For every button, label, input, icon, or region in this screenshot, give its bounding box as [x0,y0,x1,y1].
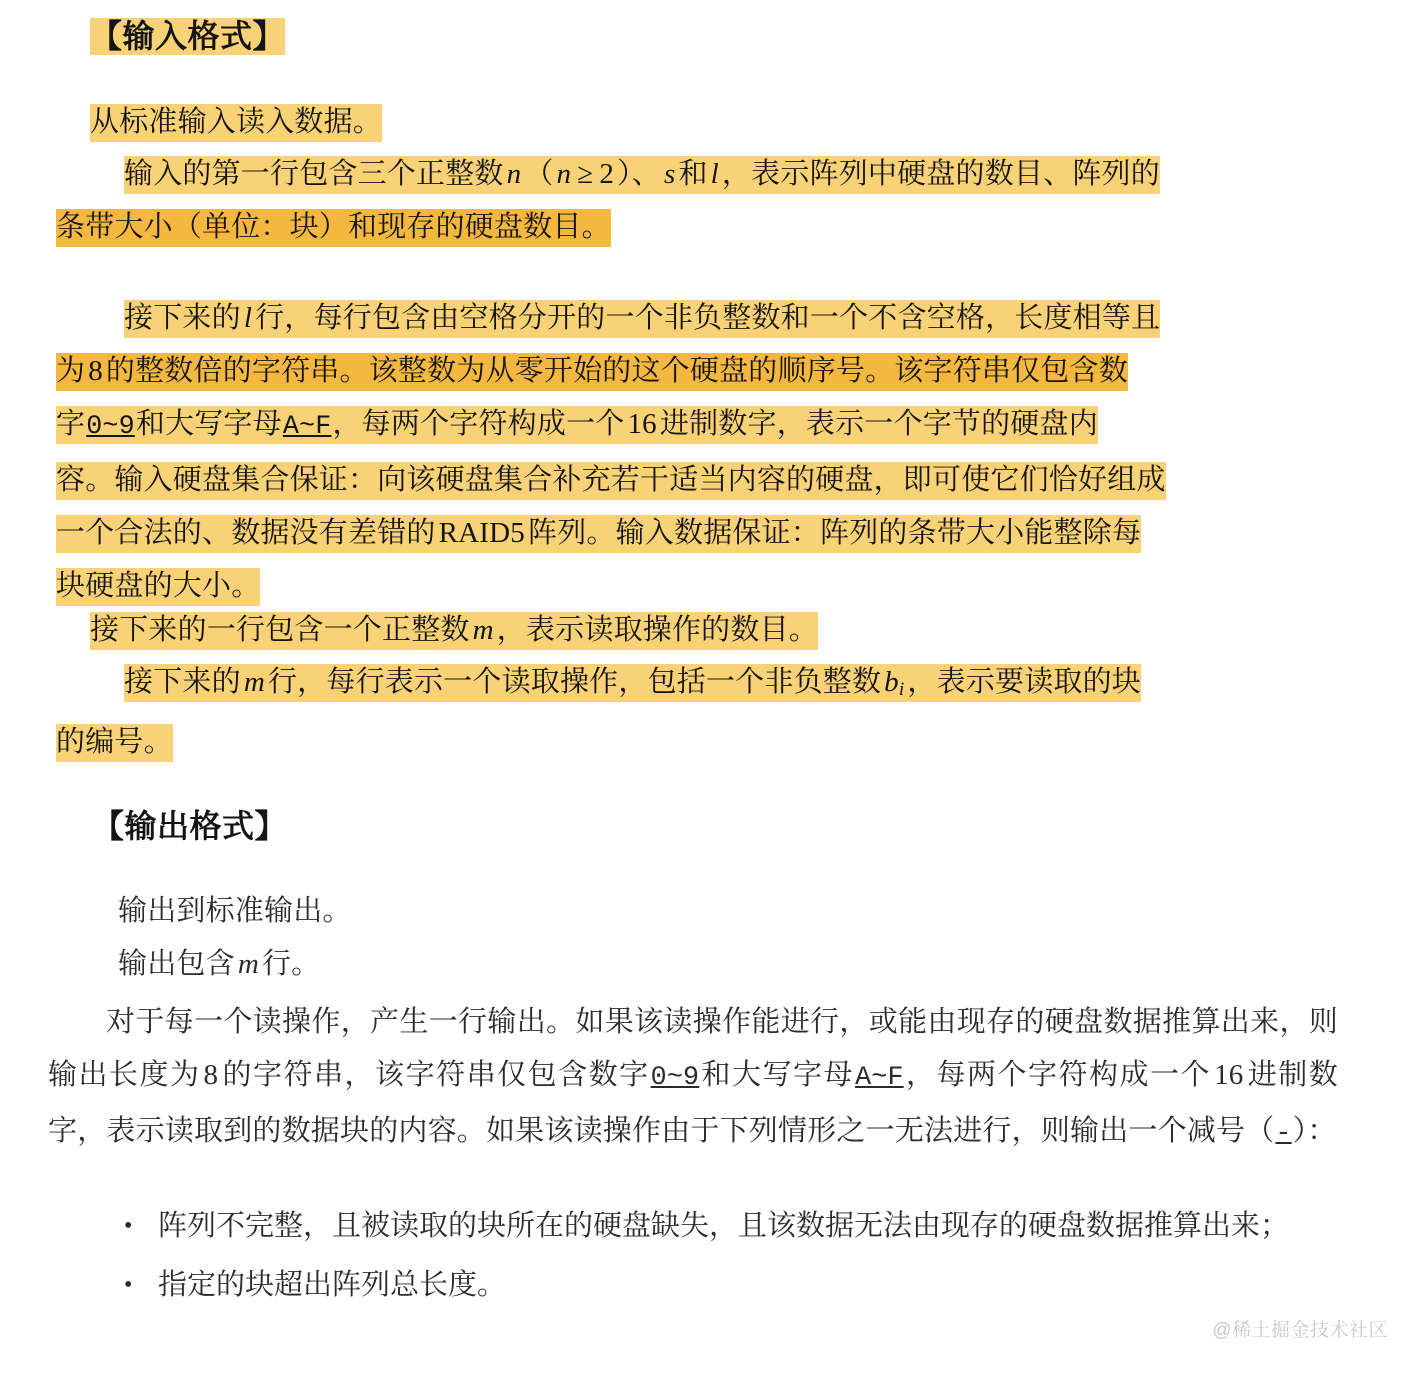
math-var-m: m [243,666,265,698]
term-raid5: RAID5 [438,517,525,549]
input-read-ops-row-1 [124,664,1141,702]
input-disk-lines-row-1 [124,300,1160,338]
list-item-text: 阵列不完整，且被读取的块所在的硬盘缺失，且该数据无法由现存的硬盘数据推算出来； [158,1210,1290,1242]
output-format-heading-container [92,808,287,845]
list-item [118,1200,1333,1253]
text-run: ，每 [904,1059,968,1091]
bullet-icon: • [124,1213,133,1239]
math-num-16: 16 [627,408,657,440]
output-format-heading: 【输出格式】 [92,808,288,844]
text-run: 行，每行表示一个读取操作，包括一个非负整数 [267,666,882,698]
input-first-line-row-2: 条带大小（单位：块）和现存的硬盘数目。 [56,209,611,247]
code-range-digits: 0~9 [86,412,135,442]
input-format-heading: 【输入格式】 [90,18,286,54]
math-var-l: l [710,158,719,190]
code-range-letters: A~F [282,412,332,442]
text-run: ，表示要读取的块 [907,666,1141,698]
text-run: 推算出来，则输出长度为 [48,1006,1339,1091]
math-ge-sign: ≥ [577,158,594,190]
text-run: 字 [56,408,86,440]
input-first-line-paragraph [56,148,1346,254]
text-run: ，表示阵列中硬盘的数目、阵列的 [721,158,1160,190]
list-item [118,1259,1333,1312]
text-run: 输出包含 [118,948,235,980]
input-disk-lines-row-5 [56,515,1141,553]
text-run: 情形之一无法进行，则输出一个减号（ [778,1115,1275,1147]
math-var-b: b [884,666,899,698]
math-var-l: l [243,302,253,334]
math-var-b-sub-i [881,666,907,701]
input-read-stdin-text: 从标准输入读入数据。 [90,104,382,142]
text-run: 和大写字母 [135,408,282,440]
text-run: 和 [678,158,708,190]
input-disk-lines-row-2 [56,353,1128,391]
math-num-8: 8 [88,355,103,387]
code-range-letters: A~F [855,1063,904,1093]
math-var-n: n [506,158,522,190]
input-first-line-row-1 [124,156,1160,194]
text-run: 接下来的 [124,302,241,334]
text-run: ）、 [617,158,661,190]
text-run: 行。 [261,948,321,980]
input-read-ops-row-2: 的编号。 [56,724,173,762]
text-run: ）： [1292,1115,1337,1147]
watermark: @稀土掘金技术社区 [1212,1320,1388,1341]
input-disk-lines-paragraph [56,292,1356,613]
input-disk-lines-row-3 [56,406,1098,444]
math-sub-i: i [898,679,905,701]
text-run: 的字符串，该字符串仅包含数字 [221,1059,650,1091]
input-m-count-paragraph [90,604,1330,657]
input-format-heading-container [90,18,285,55]
output-m-lines-paragraph [118,938,1333,991]
input-disk-lines-row-4: 容。输入硬盘集合保证：向该硬盘集合补充若干适当内容的硬盘，即可使它们恰好组成 [56,462,1166,500]
bullet-icon: • [124,1272,133,1298]
output-description-paragraph [48,996,1338,1161]
text-run: 和大写字母 [700,1059,855,1091]
text-run: 进制数字，表示一个字节的硬盘内 [659,408,1098,440]
text-run: 的整数倍的字符串。该整数为从零开始的这个硬盘的顺序号。该字符串仅包含数 [105,355,1128,387]
text-run: 两个字符构成一个 [967,1059,1212,1091]
text-run: 一个合法的、数据没有差错的 [56,517,436,549]
math-num-16: 16 [1214,1059,1244,1091]
math-var-n2: n [556,158,572,190]
output-write-stdout-paragraph [118,885,1333,938]
text-run: （ [524,158,554,190]
math-num-8: 8 [203,1059,219,1091]
input-read-ops-paragraph [56,656,1356,769]
output-write-stdout-text: 输出到标准输出。 [118,895,352,927]
math-var-m: m [472,614,494,646]
math-var-s: s [663,158,676,190]
text-run: 输入的第一行包含三个正整数 [124,158,504,190]
text-run: ，表示读取操作的数目。 [496,614,818,646]
output-desc-row-1: 对于每一个读操作，产生一行输出。如果该读操作能进行，或能由现存的硬盘数据 [106,1006,1163,1038]
input-m-count-row-1 [90,612,818,650]
text-run: 为 [56,355,86,387]
text-run: 进制数字，表示读取到的数据块的内容。如果该读操作由于下列 [48,1059,1338,1147]
output-failure-cases-list [118,1200,1333,1318]
text-run: 接下来的一行包含一个正整数 [90,614,470,646]
text-run: 阵列。输入数据保证：阵列的条带大小能整除每 [528,517,1142,549]
code-dash: - [1275,1119,1292,1149]
math-num-2: 2 [599,158,615,190]
text-run: ，每两个字符构成一个 [332,408,625,440]
text-run: 行，每行包含由空格分开的一个非负整数和一个不含空格，长度相等且 [255,302,1161,334]
text-run: 接下来的 [124,666,241,698]
list-item-text: 指定的块超出阵列总长度。 [158,1269,507,1301]
input-read-stdin-paragraph [90,96,1330,149]
input-disk-lines-row-6: 块硬盘的大小。 [56,568,260,606]
code-range-digits: 0~9 [650,1063,700,1093]
math-var-m: m [237,948,259,980]
